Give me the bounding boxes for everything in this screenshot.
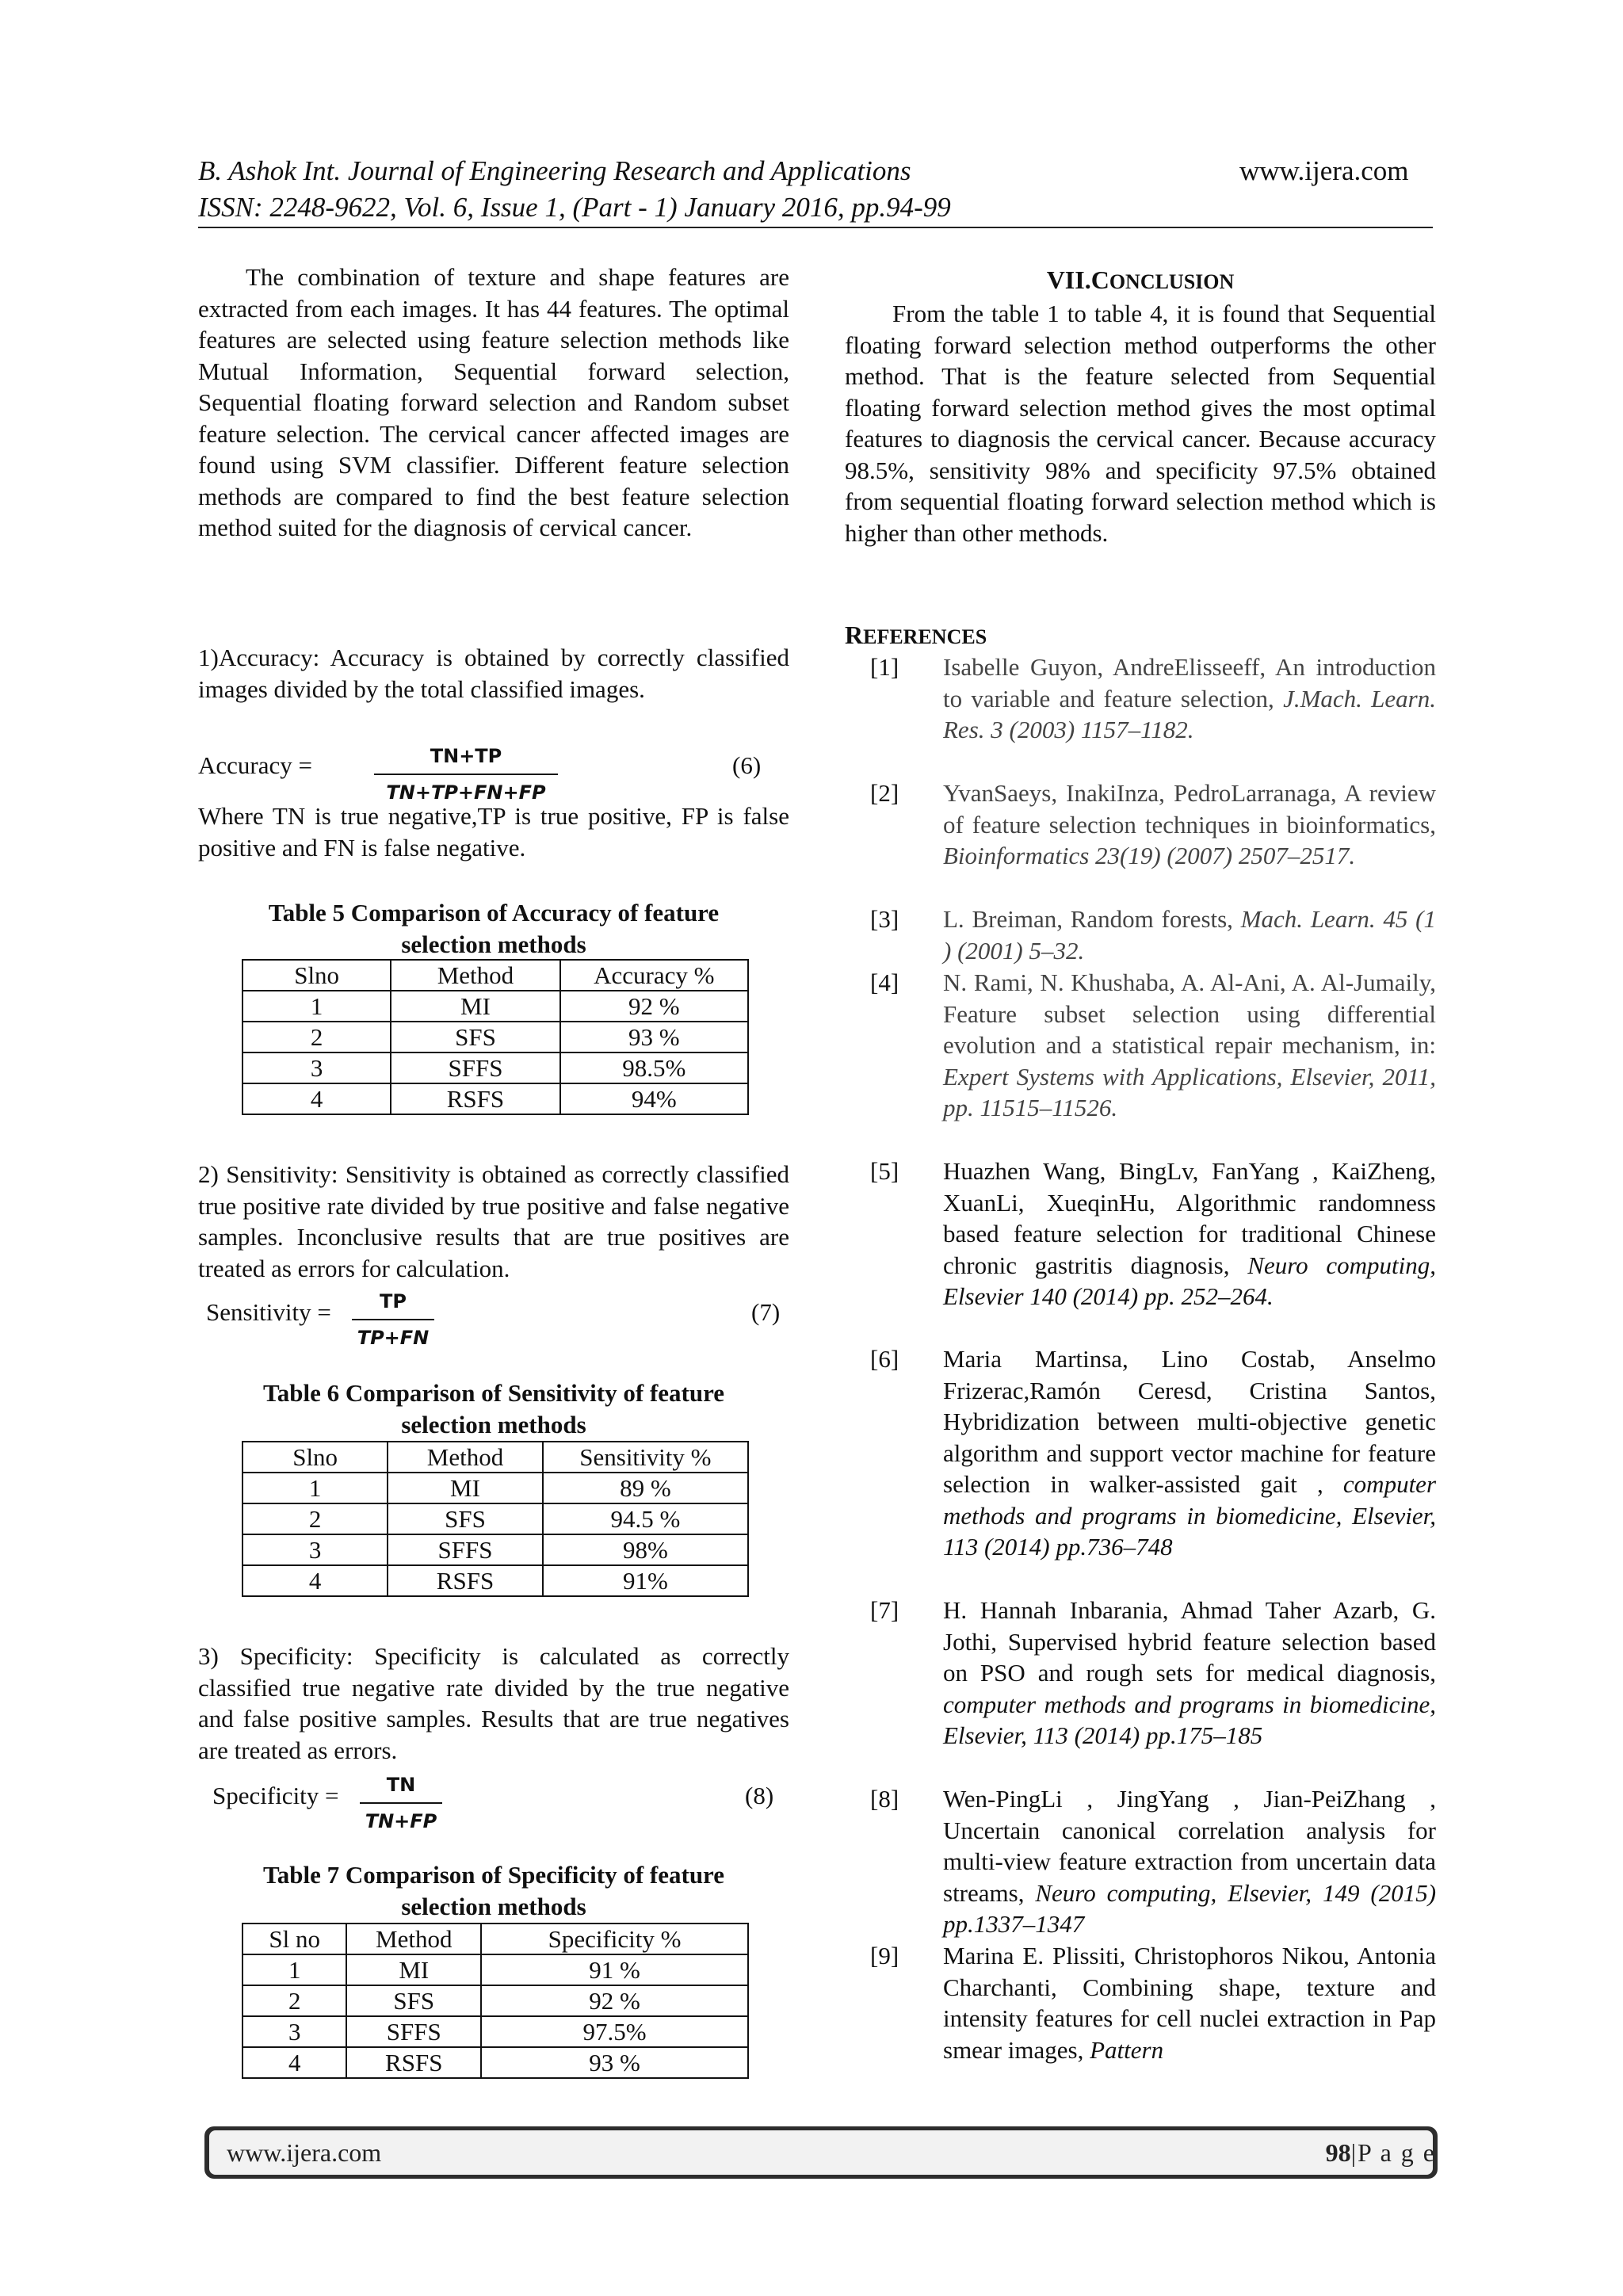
sensitivity-formula [206,1290,789,1349]
formula-denominator: TP+FN [357,1327,430,1349]
references-heading: REFERENCES [845,621,987,649]
table-row: 2 SFS 94.5 % [242,1503,748,1534]
formula-label: Sensitivity = [206,1298,331,1326]
accuracy-definition: Where TN is true negative,TP is true positive, FP is false positive and FN is false negative. [198,802,789,861]
table5-caption: Table 5 Comparison of Accuracy of feature selection methods [268,899,720,958]
column-header: Accuracy % [560,960,748,991]
formula-numerator: TP [380,1290,407,1312]
formula-label: Specificity = [212,1782,339,1809]
column-header: Specificity % [481,1924,748,1954]
table6-sensitivity [242,1441,749,1597]
table-header-row [242,1442,748,1473]
table5-accuracy [242,959,749,1115]
formula-numerator: TN [386,1774,416,1796]
table-header-row [242,960,748,991]
table-row: 3 SFFS 98% [242,1534,748,1565]
formula-denominator: TN+FP [365,1810,437,1832]
column-header: Method [346,1924,481,1954]
accuracy-formula [198,745,789,804]
conclusion-paragraph: From the table 1 to table 4, it is found that Sequential floating forward selection method outperforms the other method. That is the feature selected from Sequential floating forward selection method gives the most optimal features to diagnosis the cervical cancer. Because accuracy 98.5%, sensitivity 98% and specificity 97.5% obtained from sequential floating forward selection method which is higher than other methods. [845,300,1436,547]
table-header-row [242,1924,748,1954]
formula-numerator: TN+TP [430,745,502,767]
sensitivity-paragraph: 2) Sensitivity: Sensitivity is obtained as correctly classified true positive rate divided by true positive and false negative samples. Inconclusive results that are true positives are treated as errors for calculation. [198,1160,789,1282]
table-row: 4 RSFS 94% [242,1083,748,1114]
table-row: 1 MI 89 % [242,1473,748,1503]
column-header: Method [391,960,559,991]
column-header: Sensitivity % [543,1442,748,1473]
header-url-link[interactable]: www.ijera.com [1239,155,1409,186]
equation-number: (7) [751,1298,781,1326]
table-row: 4 RSFS 91% [242,1565,748,1596]
issn-line: ISSN: 2248-9622, Vol. 6, Issue 1, (Part - 1) January 2016, pp.94-99 [198,192,951,223]
table6-caption: Table 6 Comparison of Sensitivity of feature selection methods [262,1379,725,1438]
formula-denominator: TN+TP+FN+FP [386,781,546,804]
journal-citation: B. Ashok Int. Journal of Engineering Research and Applications [198,155,911,186]
formula-fraction [374,740,558,808]
footer-url-link[interactable]: www.ijera.com [227,2138,382,2167]
page-number: 98|P a g e [1325,2138,1436,2167]
column-header: Method [388,1442,542,1473]
specificity-paragraph: 3) Specificity: Specificity is calculated as correctly classified true negative rate divided by the true negative and false positive samples. Results that are true negatives are treated as errors. [198,1642,789,1764]
formula-fraction [360,1769,442,1837]
table-row: 4 RSFS 93 % [242,2047,748,2078]
table-row: 2 SFS 93 % [242,1022,748,1052]
accuracy-paragraph: 1)Accuracy: Accuracy is obtained by correctly classified images divided by the total classified images. [198,644,789,703]
table-row: 3 SFFS 97.5% [242,2016,748,2047]
table-row: 3 SFFS 98.5% [242,1052,748,1083]
table-row: 1 MI 92 % [242,991,748,1022]
equation-number: (8) [745,1782,774,1809]
equation-number: (6) [732,751,762,779]
intro-paragraph: The combination of texture and shape features are extracted from each images. It has 44 features. The optimal features are selected using feature selection methods like Mutual Information, Sequential forward selection, Sequential floating forward selection and Random subset feature selection. The cervical cancer affected images are found using SVM classifier. Different feature selection methods are compared to find the best feature selection method suited for the diagnosis of cervical cancer. [198,263,789,541]
column-header: Sl no [242,1924,346,1954]
column-header: Slno [242,1442,388,1473]
formula-fraction [352,1286,434,1354]
footer-panel [209,2130,1433,2175]
formula-label: Accuracy = [198,751,312,779]
table7-caption: Table 7 Comparison of Specificity of feature selection methods [262,1861,725,1920]
table-row: 2 SFS 92 % [242,1985,748,2016]
table7-specificity [242,1923,749,2079]
column-header: Slno [242,960,391,991]
header-divider [198,227,1433,228]
specificity-formula [212,1774,789,1832]
conclusion-heading: VII.CONCLUSION [1046,266,1235,294]
table-row: 1 MI 91 % [242,1954,748,1985]
